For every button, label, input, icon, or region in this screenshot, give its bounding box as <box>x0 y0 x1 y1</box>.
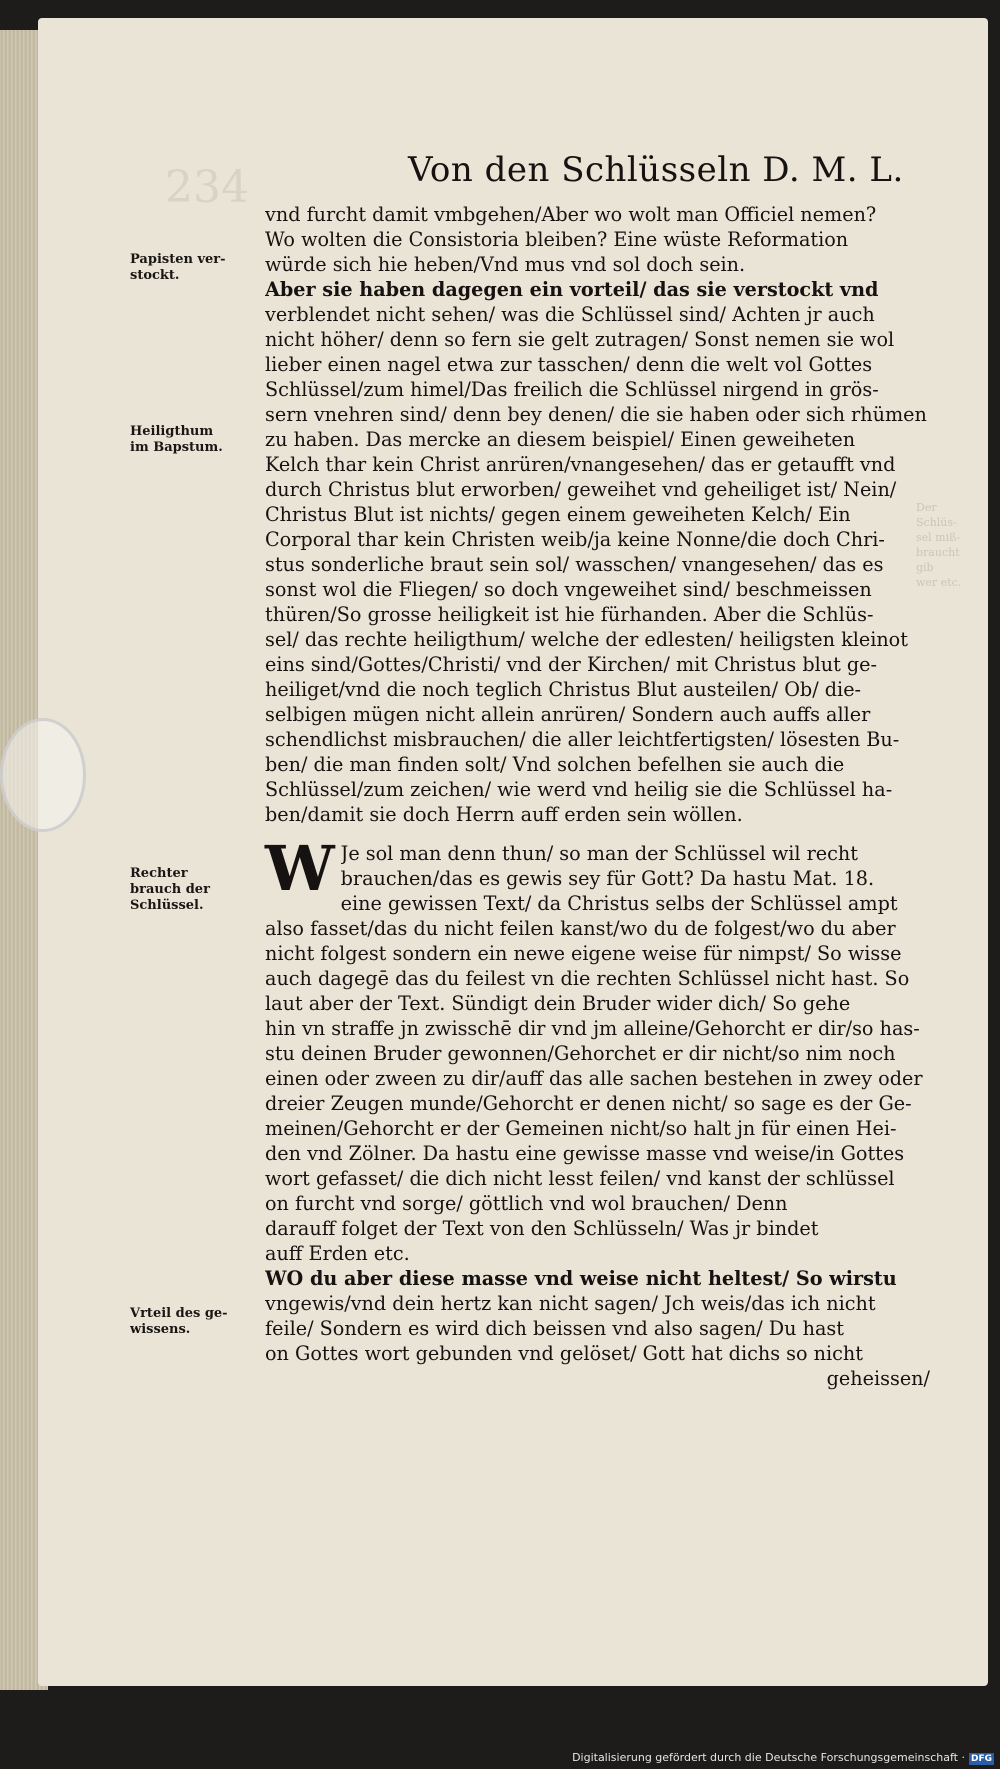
text-line: Wo wolten die Consistoria bleiben? Eine wüste Reformation <box>265 228 849 251</box>
text-line: laut aber der Text. Sündigt dein Bruder wider dich/ So gehe <box>265 992 851 1015</box>
show-through-line: sel miß- <box>916 531 961 544</box>
text-line: Christus Blut ist nichts/ gegen einem geweiheten Kelch/ Ein <box>265 503 851 526</box>
decorated-initial: W <box>265 832 335 905</box>
margin-note: Vrteil des ge- wissens. <box>130 1306 228 1337</box>
text-line: hin vn straffe jn zwisschē dir vnd jm alleine/Gehorcht er dir/so has- <box>265 1017 920 1040</box>
text-line: Schlüssel/zum himel/Das freilich die Schlüssel nirgend in grös- <box>265 378 879 401</box>
text-line: vngewis/vnd dein hertz kan nicht sagen/ Jch weis/das ich nicht <box>265 1292 876 1315</box>
paragraph-gap <box>265 827 930 841</box>
text-line: auch dagegē das du feilest vn die rechten Schlüssel nicht hast. So <box>265 967 910 990</box>
text-line: stus sonderliche braut sein sol/ wasschen/ vnangesehen/ das es <box>265 553 884 576</box>
text-line: würde sich hie heben/Vnd mus vnd sol doch sein. <box>265 253 746 276</box>
text-line: WO du aber diese masse vnd weise nicht heltest/ So wirstu <box>265 1267 897 1290</box>
paragraph <box>265 202 930 277</box>
text-line: einen oder zween zu dir/auff das alle sachen bestehen in zwey oder <box>265 1067 923 1090</box>
digitization-credit <box>572 1751 994 1765</box>
text-line: brauchen/das es gewis sey für Gott? Da hastu Mat. 18. <box>340 867 875 890</box>
text-line: lieber einen nagel etwa zur tasschen/ denn die welt vol Gottes <box>265 353 873 376</box>
text-line: on Gottes wort gebunden vnd gelöset/ Gott hat dichs so nicht <box>265 1342 863 1365</box>
text-line: verblendet nicht sehen/ was die Schlüssel sind/ Achten jr auch <box>265 303 875 326</box>
text-line: sonst wol die Fliegen/ so doch vngeweihet sind/ beschmeissen <box>265 578 872 601</box>
text-line: ben/ die man finden solt/ Vnd solchen befelhen sie auch die <box>265 753 845 776</box>
show-through-line: wer etc. <box>916 576 962 589</box>
text-line: schendlichst misbrauchen/ die aller leichtfertigsten/ lösesten Bu- <box>265 728 900 751</box>
body-text <box>265 202 930 1391</box>
running-head: Von den Schlüsseln D. M. L. <box>408 150 904 190</box>
text-line: sel/ das rechte heiligthum/ welche der edlesten/ heiligsten kleinot <box>265 628 908 651</box>
text-line: heiliget/vnd die noch teglich Christus Blut austeilen/ Ob/ die- <box>265 678 862 701</box>
text-line: eine gewissen Text/ da Christus selbs der Schlüssel ampt <box>340 892 898 915</box>
margin-note: Rechter brauch der Schlüssel. <box>130 866 210 913</box>
credit-text: Digitalisierung gefördert durch die Deutsche Forschungsgemeinschaft · <box>572 1751 965 1764</box>
text-line: ben/damit sie doch Herrn auff erden sein wöllen. <box>265 803 743 826</box>
paragraph <box>265 1266 930 1391</box>
text-line: selbigen mügen nicht allein anrüren/ Sondern auch auffs aller <box>265 703 871 726</box>
margin-note: Heiligthum im Bapstum. <box>130 424 223 455</box>
text-line: nicht folgest sondern ein newe eigene weise für nimpst/ So wisse <box>265 942 902 965</box>
text-line: zu haben. Das mercke an diesem beispiel/ Einen geweiheten <box>265 428 856 451</box>
text-line: darauff folget der Text von den Schlüsseln/ Was jr bindet <box>265 1217 819 1240</box>
text-line: sern vnehren sind/ denn bey denen/ die sie haben oder sich rhümen <box>265 403 927 426</box>
margin-note: Papisten ver- stockt. <box>130 252 226 283</box>
text-line: feile/ Sondern es wird dich beissen vnd also sagen/ Du hast <box>265 1317 844 1340</box>
text-line: Aber sie haben dagegen ein vorteil/ das sie verstockt vnd <box>265 278 879 301</box>
paragraph <box>265 277 930 827</box>
text-line: also fasset/das du nicht feilen kanst/wo du de folgest/wo du aber <box>265 917 896 940</box>
page-clamp <box>0 718 86 832</box>
text-line: Je sol man denn thun/ so man der Schlüssel wil recht <box>340 842 858 865</box>
text-line: wort gefasset/ die dich nicht lesst feilen/ vnd kanst der schlüssel <box>265 1167 895 1190</box>
text-line: vnd furcht damit vmbgehen/Aber wo wolt man Officiel nemen? <box>265 203 877 226</box>
paragraph <box>265 832 930 1266</box>
text-line: eins sind/Gottes/Christi/ vnd der Kirchen/ mit Christus blut ge- <box>265 653 878 676</box>
show-through-page-number: 234 <box>165 162 249 213</box>
text-line: geheissen/ <box>826 1367 930 1390</box>
text-line: meinen/Gehorcht er der Gemeinen nicht/so halt jn für einen Hei- <box>265 1117 897 1140</box>
dfg-logo-icon: DFG <box>970 1754 992 1764</box>
text-line: dreier Zeugen munde/Gehorcht er denen nicht/ so sage es der Ge- <box>265 1092 912 1115</box>
text-line: stu deinen Bruder gewonnen/Gehorchet er dir nicht/so nim noch <box>265 1042 896 1065</box>
text-line: Corporal thar kein Christen weib/ja keine Nonne/die doch Chri- <box>265 528 885 551</box>
text-line: den vnd Zölner. Da hastu eine gewisse masse vnd weise/in Gottes <box>265 1142 905 1165</box>
text-line: nicht höher/ denn so fern sie gelt zutragen/ Sonst nemen sie wol <box>265 328 895 351</box>
text-line: durch Christus blut erworben/ geweihet vnd geheiliget ist/ Nein/ <box>265 478 897 501</box>
text-line: on furcht vnd sorge/ göttlich vnd wol brauchen/ Denn <box>265 1192 788 1215</box>
text-line: Kelch thar kein Christ anrüren/vnangesehen/ das er getaufft vnd <box>265 453 896 476</box>
show-through-line: Der Schlüs- <box>916 501 957 529</box>
text-line: Schlüssel/zum zeichen/ wie werd vnd heilig sie die Schlüssel ha- <box>265 778 893 801</box>
show-through-line: braucht gib <box>916 546 960 574</box>
text-line: thüren/So grosse heiligkeit ist hie fürhanden. Aber die Schlüs- <box>265 603 874 626</box>
text-line: auff Erden etc. <box>265 1242 410 1265</box>
